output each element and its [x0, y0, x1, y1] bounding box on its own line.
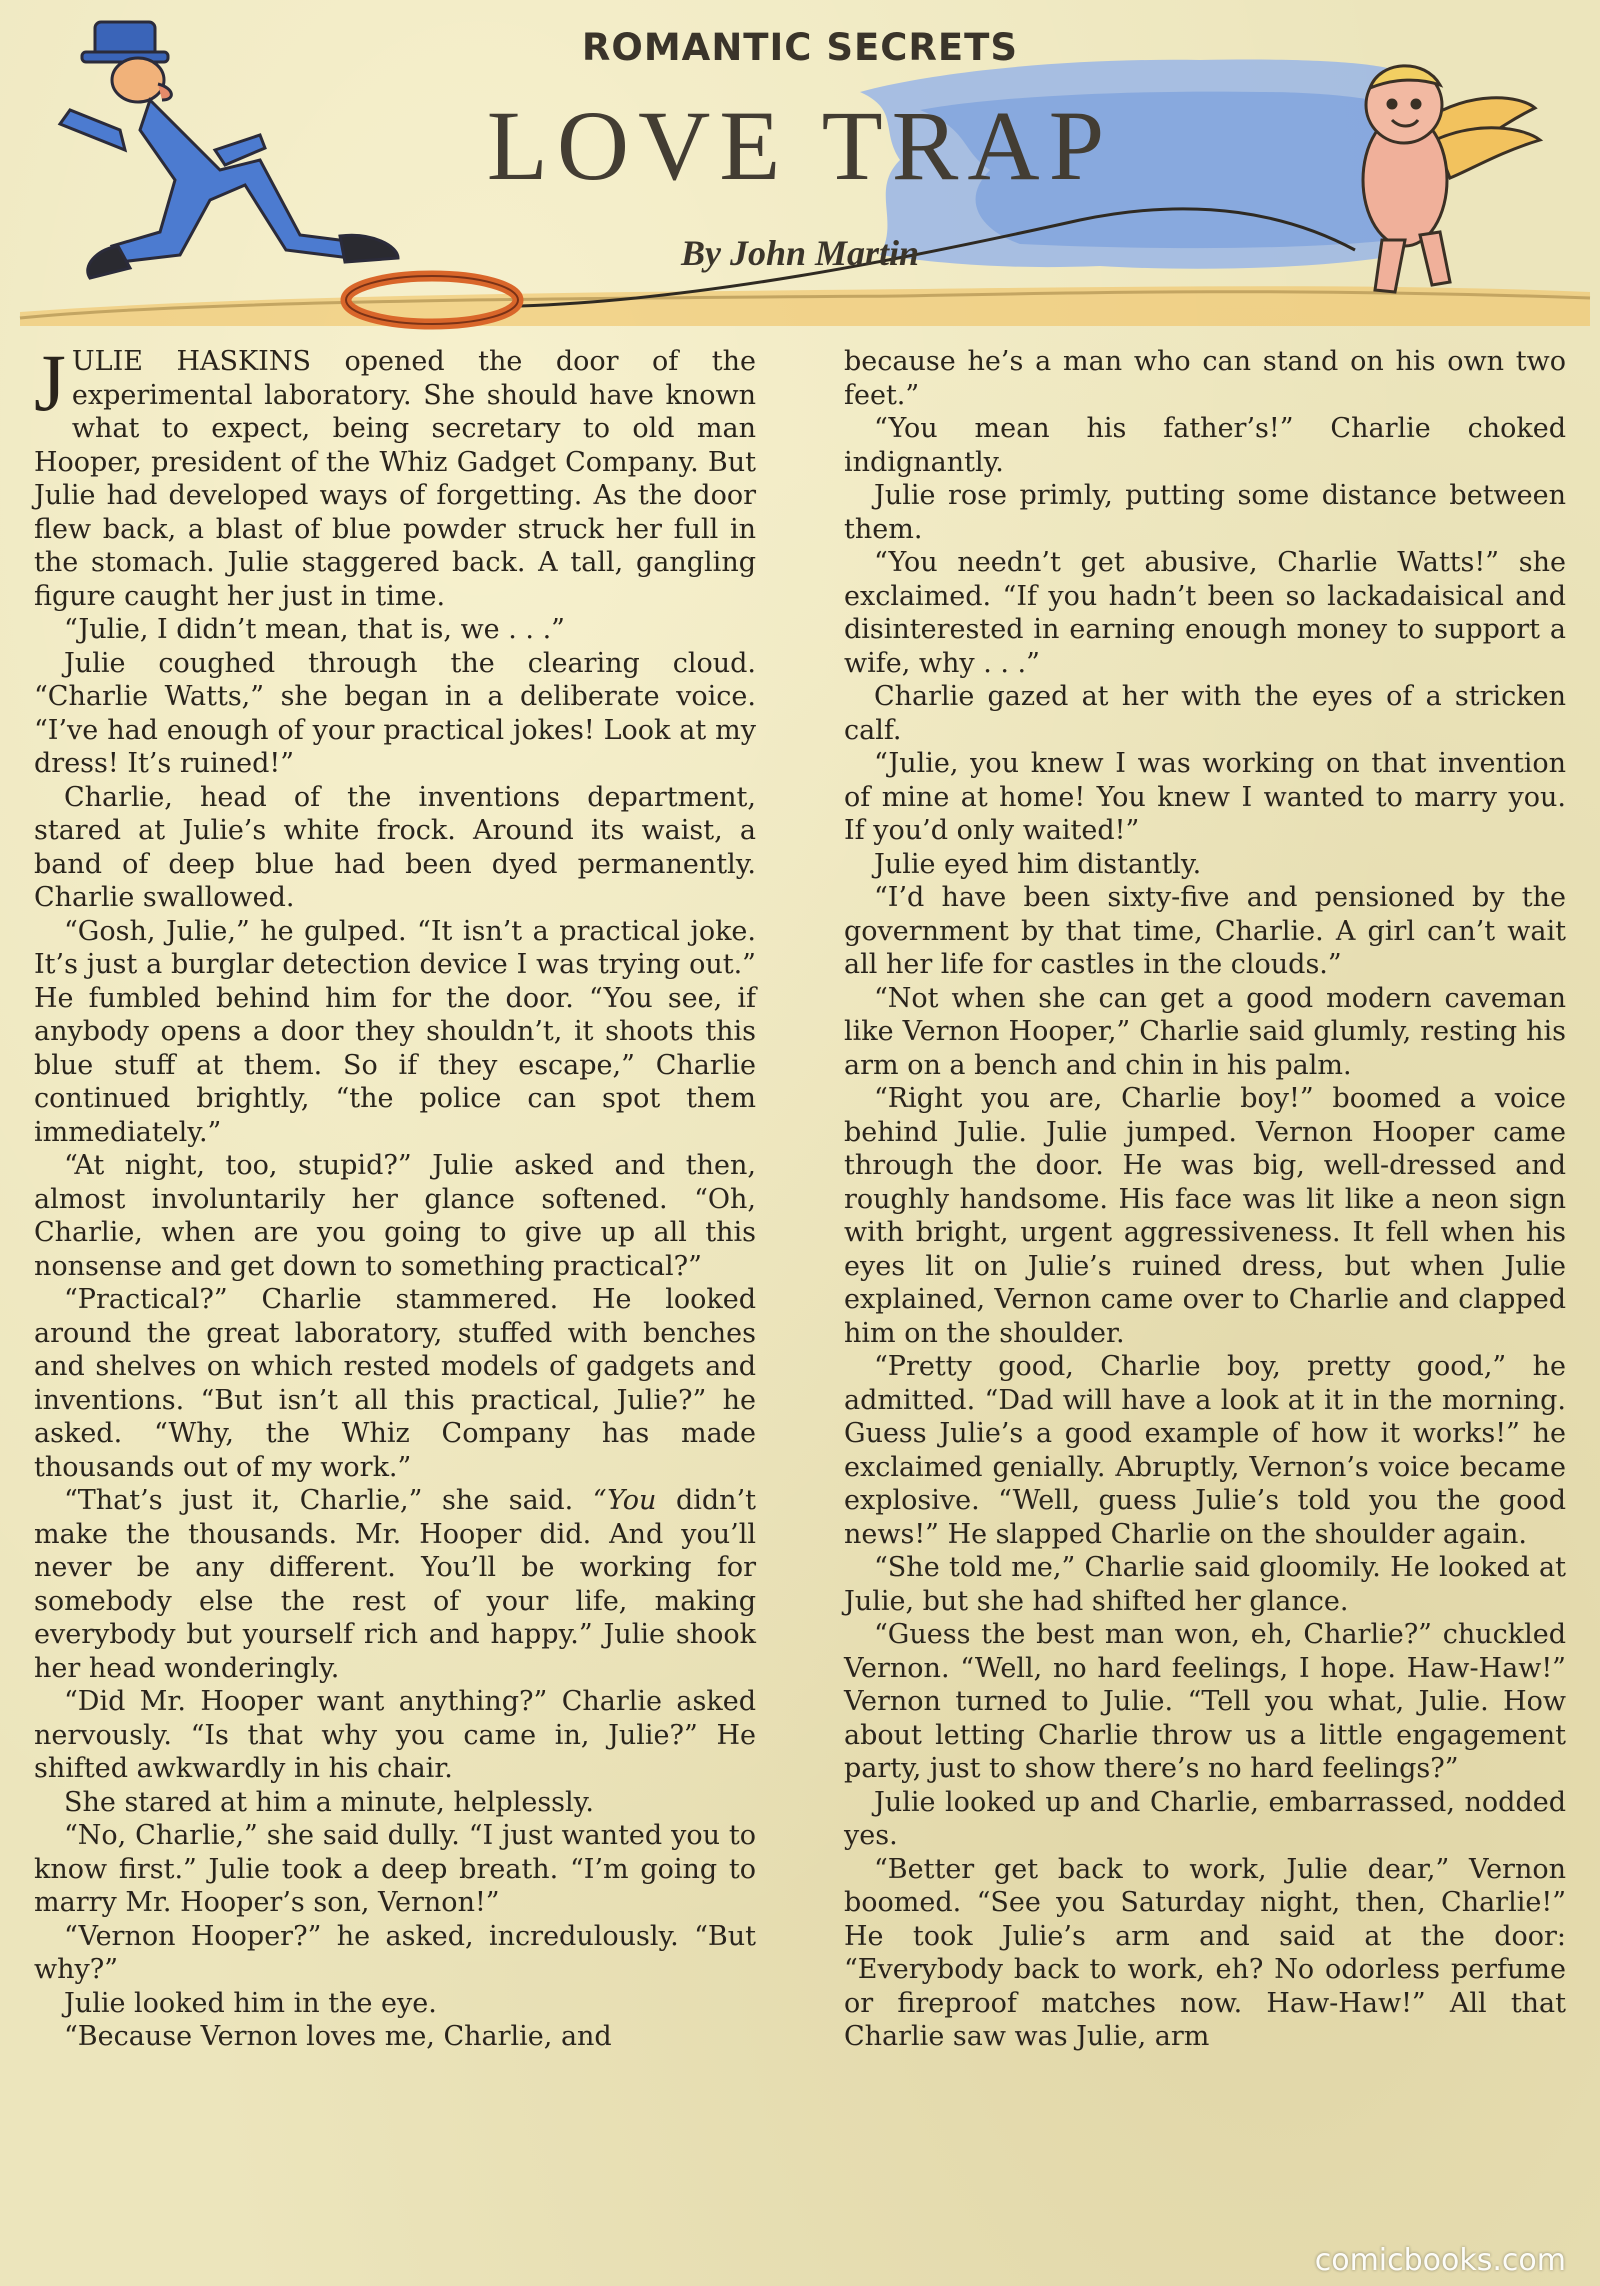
- paragraph: “I’d have been sixty-five and pensioned by the government by that time, Charlie. A girl can’t wait all her life for castles in the clouds.”: [844, 882, 1566, 980]
- byline: By John Martin: [680, 233, 920, 273]
- paragraph: “Julie, I didn’t mean, that is, we . . .”: [64, 614, 565, 645]
- paragraph: “That’s just it, Charlie,” she said. “You didn’t make the thousands. Mr. Hooper did. And you’ll never be any different. You’ll be working for somebody else the rest of your life, making everybody but yourself rich and happy.” Julie shook her head wonderingly.: [34, 1485, 757, 1684]
- paragraph: “Julie, you knew I was working on that invention of mine at home! You knew I wanted to marry you. If you’d only waited!”: [844, 748, 1566, 846]
- paragraph: Julie looked him in the eye.: [64, 1987, 437, 2019]
- paragraph: Julie rose primly, putting some distance between them.: [844, 480, 1566, 545]
- paragraph: Charlie gazed at her with the eyes of a stricken calf.: [844, 681, 1566, 746]
- paragraph: Julie looked up and Charlie, embarrassed, nodded yes.: [844, 1786, 1566, 1851]
- paragraph: “Better get back to work, Julie dear,” Vernon boomed. “See you Saturday night, then, Charlie!” He took Julie’s arm and said at the door: “Everybody back to work, eh? No odorless perfume or fireproof matches now. Haw-Haw!” All that Charlie saw was Julie, arm: [844, 1853, 1566, 2052]
- watermark: comicbooks.com: [1314, 2243, 1566, 2278]
- paragraph: “Gosh, Julie,” he gulped. “It isn’t a practical joke. It’s just a burglar detection device I was trying out.” He fumbled behind him for the door. “You see, if anybody opens a door they shouldn’t, it shoots this blue stuff at them. So if they escape,” Charlie continued brightly, “the police can spot them immediately.”: [34, 915, 756, 1148]
- paragraph: She stared at him a minute, helplessly.: [64, 1786, 594, 1818]
- story-title: LOVE TRAP: [486, 90, 1114, 201]
- paragraph: “Practical?” Charlie stammered. He looked around the great laboratory, stuffed with benches and shelves on which rested models of gadgets and inventions. “But isn’t all this practical, Julie?” he asked. “Why, the Whiz Company has made thousands out of my work.”: [34, 1284, 756, 1483]
- paragraph: “No, Charlie,” she said dully. “I just wanted you to know first.” Julie took a deep breath. “I’m going to marry Mr. Hooper’s son, Vernon!”: [34, 1820, 756, 1918]
- paragraph: “Not when she can get a good modern caveman like Vernon Hooper,” Charlie said glumly, resting his arm on a bench and chin in his palm.: [844, 982, 1566, 1081]
- paragraph: “Pretty good, Charlie boy, pretty good,” he admitted. “Dad will have a look at it in the morning. Guess Julie’s a good example of how it works!” he exclaimed genially. Abruptly, Vernon’s voice became explosive. “Well, guess Julie’s told you the good news!” He slapped Charlie on the shoulder again.: [844, 1351, 1566, 1550]
- drop-cap: J: [34, 337, 66, 428]
- paragraph: JULIE HASKINS opened the door of the experimental laboratory. She should have known what to expect, being secretary to old man Hooper, president of the Whiz Gadget Company. But Julie had developed ways of forgetting. As the door flew back, a blast of blue powder struck her full in the stomach. Julie staggered back. A tall, gangling figure caught her just in time.: [34, 337, 756, 612]
- paragraph: “She told me,” Charlie said gloomily. He looked at Julie, but she had shifted her glance.: [844, 1552, 1566, 1617]
- paragraph: “Did Mr. Hooper want anything?” Charlie asked nervously. “Is that why you came in, Julie?” He shifted awkwardly in his chair.: [34, 1686, 756, 1784]
- paragraph: Julie eyed him distantly.: [874, 848, 1202, 880]
- paragraph: “Right you are, Charlie boy!” boomed a voice behind Julie. Julie jumped. Vernon Hooper came through the door. He was big, well-dressed and roughly handsome. His face was lit like a neon sign with bright, urgent aggressiveness. It fell when his eyes lit on Julie’s ruined dress, but when Julie explained, Vernon came over to Charlie and clapped him on the shoulder.: [844, 1083, 1566, 1349]
- paragraph: because he’s a man who can stand on his own two feet.”: [844, 346, 1566, 411]
- magazine-title: ROMANTIC SECRETS: [581, 26, 1019, 69]
- paragraph: “At night, too, stupid?” Julie asked and then, almost involuntarily her glance softened. “Oh, Charlie, when are you going to give up all this nonsense and get down to something practical?”: [34, 1150, 756, 1282]
- cupid: [1363, 66, 1540, 292]
- paragraph: Julie coughed through the clearing cloud. “Charlie Watts,” she began in a deliberate voice. “I’ve had enough of your practical jokes! Look at my dress! It’s ruined!”: [34, 647, 756, 779]
- story-text: [34, 337, 1566, 2245]
- paragraph: Charlie, head of the inventions department, stared at Julie’s white frock. Around its waist, a band of deep blue had been dyed permanently. Charlie swallowed.: [34, 781, 756, 913]
- right-column: [844, 345, 1566, 2245]
- paragraph: “You needn’t get abusive, Charlie Watts!” she exclaimed. “If you hadn’t been so lackadaisical and disinterested in earning enough money to support a wife, why . . .”: [844, 547, 1566, 679]
- left-column: [34, 337, 757, 2245]
- paragraph: “You mean his father’s!” Charlie choked indignantly.: [844, 413, 1566, 478]
- emphasis: “You: [592, 1485, 657, 1516]
- paragraph: “Vernon Hooper?” he asked, incredulously. “But why?”: [34, 1920, 756, 1985]
- story-header: [0, 0, 1600, 330]
- paragraph: “Because Vernon loves me, Charlie, and: [64, 2021, 612, 2052]
- paragraph: “Guess the best man won, eh, Charlie?” chuckled Vernon. “Well, no hard feelings, I hope. Haw-Haw!” Vernon turned to Julie. “Tell you what, Julie. How about letting Charlie throw us a little engagement party, just to show there’s no hard feelings?”: [844, 1619, 1566, 1784]
